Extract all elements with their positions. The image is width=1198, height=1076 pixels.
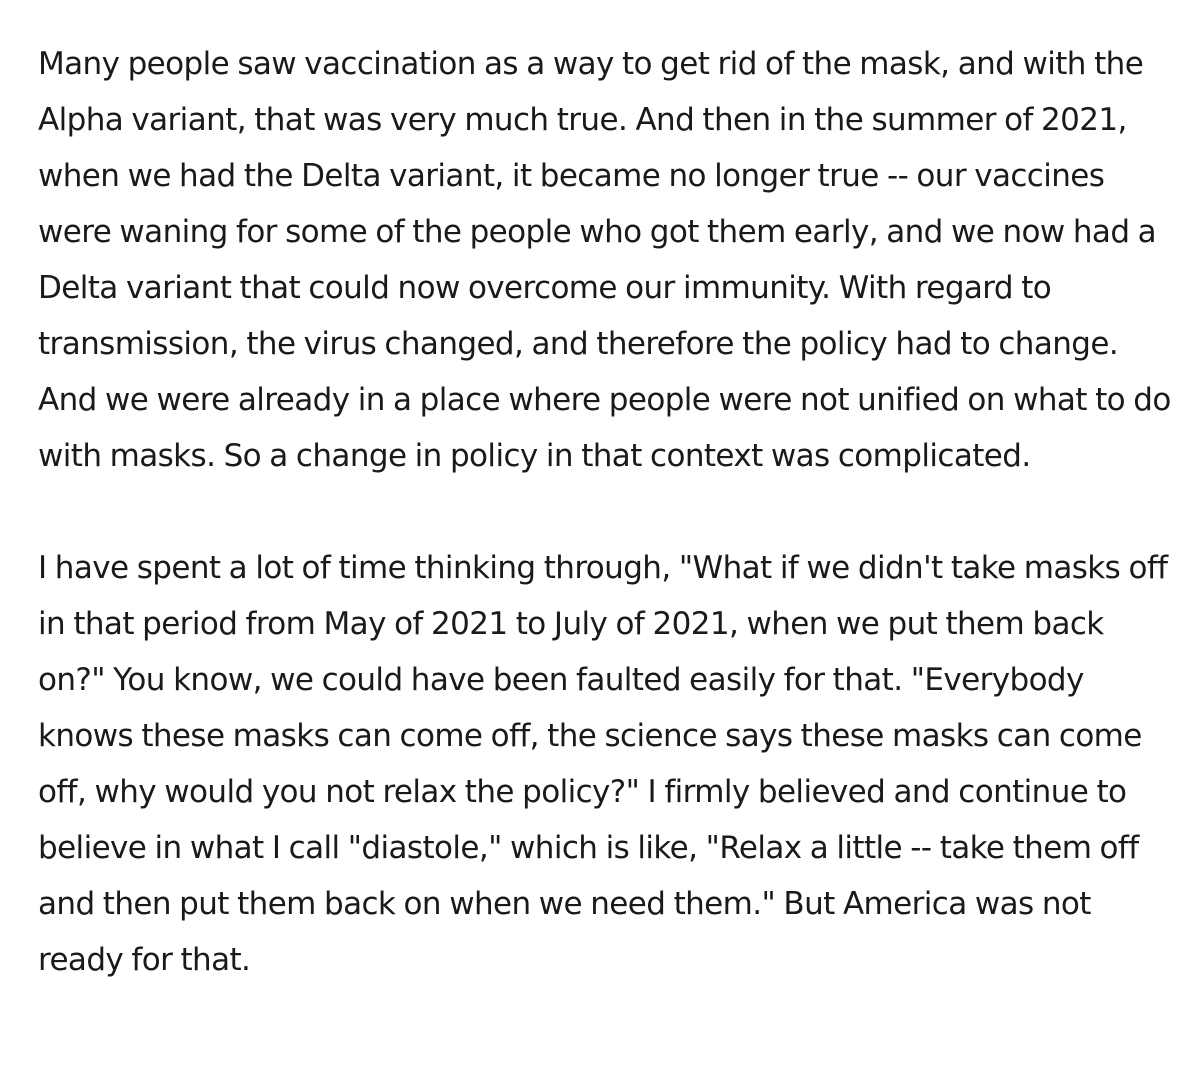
paragraph-diastole: I have spent a lot of time thinking through, "What if we didn't take masks off in that period from May of 2021 to July of 2021, when we put them back on?" You know, we could have been faulted easily for that. "Everybody knows these masks can come off, the science says these masks can come off, why would you not relax the policy?" I firmly believed and continue to believe in what I call "diastole," which is like, "Relax a little -- take them off and then put them back on when we need them." But America was not ready for that. [38,550,1168,978]
paragraph-vaccination-masks: Many people saw vaccination as a way to get rid of the mask, and with the Alpha variant, that was very much true. And then in the summer of 2021, when we had the Delta variant, it became no longer true -- our vaccines were waning for some of the people who got them early, and we now had a Delta variant that could now overcome our immunity. With regard to transmission, the virus changed, and therefore the policy had to change. And we were already in a place where people were not unified on what to do with masks. So a change in policy in that context was complicated. [38,46,1171,474]
article-body [38,36,1178,988]
